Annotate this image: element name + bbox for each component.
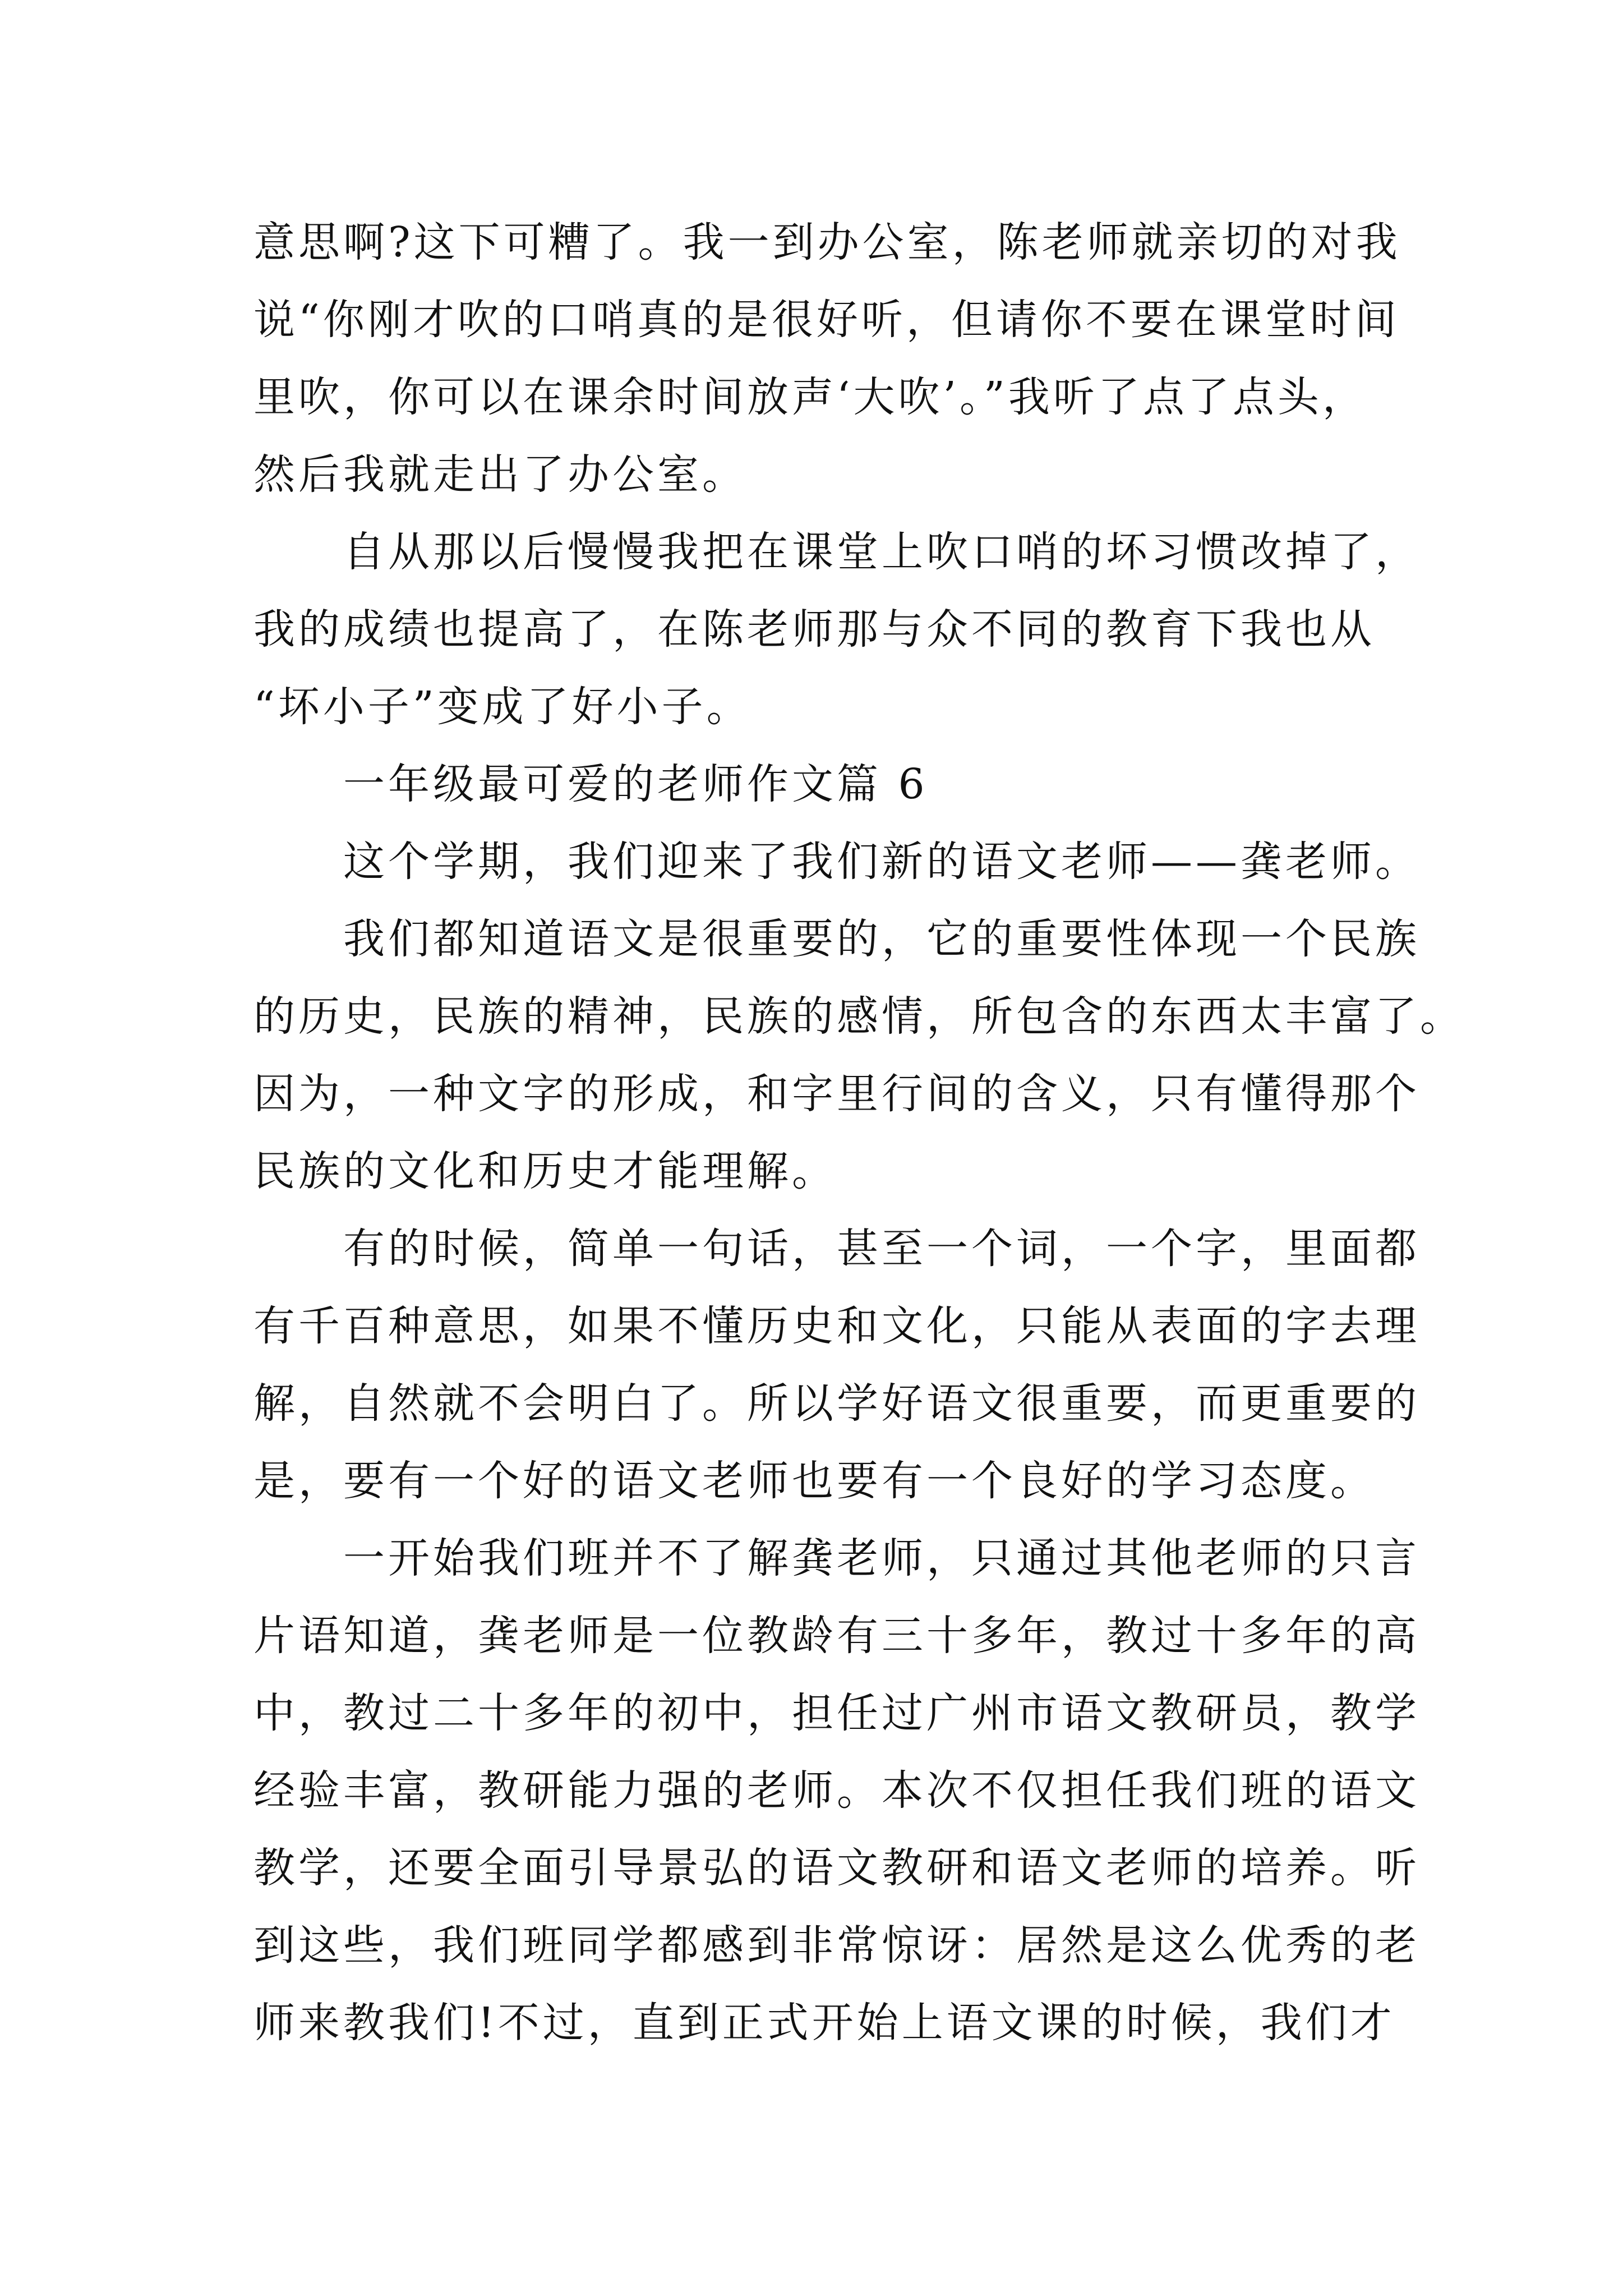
text-line: 民族的文化和历史才能理解。	[253, 1147, 837, 1195]
text-line: 我的成绩也提高了，在陈老师那与众不同的教育下我也从	[253, 605, 1375, 654]
text-line: “坏小子”变成了好小子。	[253, 683, 751, 731]
text-line: 意思啊?这下可糟了。我一到办公室，陈老师就亲切的对我	[253, 218, 1401, 266]
text-line: 自从那以后慢慢我把在课堂上吹口哨的坏习惯改掉了，	[343, 528, 1420, 576]
text-line: 是，要有一个好的语文老师也要有一个良好的学习态度。	[253, 1457, 1375, 1505]
text-line: 解，自然就不会明白了。所以学好语文很重要，而更重要的	[253, 1379, 1420, 1428]
text-line: 经验丰富，教研能力强的老师。本次不仅担任我们班的语文	[253, 1766, 1420, 1815]
text-line: 有千百种意思，如果不懂历史和文化，只能从表面的字去理	[253, 1302, 1420, 1350]
text-line: 教学，还要全面引导景弘的语文教研和语文老师的培养。听	[253, 1844, 1420, 1892]
text-line: 说“你刚才吹的口哨真的是很好听，但请你不要在课堂时间	[253, 296, 1400, 344]
text-line: 我们都知道语文是很重要的，它的重要性体现一个民族	[343, 915, 1420, 963]
section-heading: 一年级最可爱的老师作文篇 6	[343, 760, 928, 808]
text-line: 中，教过二十多年的初中，担任过广州市语文教研员，教学	[253, 1689, 1420, 1737]
text-line: 一开始我们班并不了解龚老师，只通过其他老师的只言	[343, 1534, 1420, 1582]
text-line: 有的时候，简单一句话，甚至一个词，一个字，里面都	[343, 1225, 1420, 1273]
text-line: 师来教我们!不过，直到正式开始上语文课的时候，我们才	[253, 1999, 1395, 2047]
text-line: 因为，一种文字的形成，和字里行间的含义，只有懂得那个	[253, 1070, 1420, 1118]
text-line: 的历史，民族的精神，民族的感情，所包含的东西太丰富了。	[253, 992, 1465, 1041]
text-line: 这个学期，我们迎来了我们新的语文老师——龚老师。	[343, 838, 1420, 886]
text-line: 到这些，我们班同学都感到非常惊讶：居然是这么优秀的老	[253, 1921, 1420, 1970]
text-line: 片语知道，龚老师是一位教龄有三十多年，教过十多年的高	[253, 1612, 1420, 1660]
text-line: 然后我就走出了办公室。	[253, 450, 747, 499]
text-line: 里吹，你可以在课余时间放声‘大吹’。”我听了点了点头，	[253, 373, 1367, 421]
